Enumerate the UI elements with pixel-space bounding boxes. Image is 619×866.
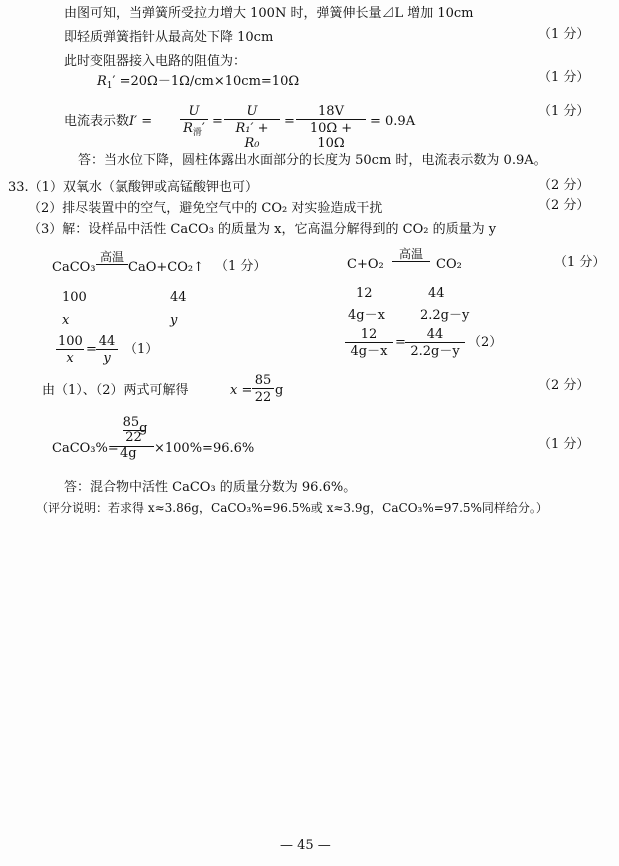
ratio1-left-num: 100 [58,334,83,349]
ratio2-tag: （2） [468,335,503,350]
answer-physics: 答：当水位下降，圆柱体露出水面部分的长度为 50cm 时，电流表示数为 0.9A。 [78,153,547,168]
pct-inner-den: 22 [123,430,145,445]
ratio1-right [96,334,118,366]
reaction1-left: CaCO₃ [52,260,96,275]
fraction-3 [296,104,366,151]
fraction-1 [180,104,208,141]
reaction2-right: CO₂ [436,257,462,272]
pct-inner-num: 85 [122,415,140,430]
reaction1-condition [96,251,128,265]
ratio2-right-den: 2.2g－y [405,342,465,359]
ratio1-right-den: y [96,349,118,366]
pct-inner-fraction [123,416,148,445]
frac3-numerator: 18V [318,104,344,119]
ratio2-left [345,327,393,359]
answer-chemistry: 答：混合物中活性 CaCO₃ 的质量分数为 96.6%。 [64,480,357,495]
points-label: （1 分） [538,437,590,452]
reaction2-condition [392,248,430,262]
solve-text: 由（1）、（2）两式可解得 [42,383,189,398]
equals-sign: = [212,114,223,129]
text-line-3: 此时变阻器接入电路的阻值为： [64,54,247,69]
equals-sign: = [395,335,406,350]
frac1-numerator: U [188,104,200,119]
x-frac-num: 85 [254,373,272,388]
pct-inner-unit: g [139,421,148,436]
reaction2-cond-text: 高温 [398,247,423,261]
frac2-denominator: R₁′ + R₀ [224,119,280,151]
points-label: （1 分） [538,70,590,85]
current-label-text: 电流表示数 [64,114,130,129]
reaction2-var2: 2.2g－y [420,308,470,323]
reaction1-mass1: 100 [62,290,87,305]
reaction1-cond-text: 高温 [99,250,124,264]
frac1-denominator: $R_滑'$ [180,119,208,141]
page-number: — 45 — [280,838,331,853]
reaction1-right: CaO+CO₂↑ [128,260,204,275]
points-label: （2 分） [538,178,590,193]
reaction2-left: C+O₂ [347,257,384,272]
x-label: x = [230,383,253,398]
ratio2-left-num: 12 [360,327,378,342]
fraction-2 [224,104,280,151]
x-fraction [252,373,274,405]
ratio1-left-den: x [56,349,84,366]
reaction1-points: （1 分） [215,259,267,274]
ratio2-right [405,327,465,359]
frac2-numerator: U [246,104,258,119]
reaction2-points: （1 分） [554,255,606,270]
reaction2-var1: 4g－x [348,308,385,323]
points-label: （2 分） [538,198,590,213]
current-symbol: I′ = [129,114,153,129]
reaction1-var2: y [170,313,178,328]
frac1-den-text: R [183,121,193,136]
text-line-2: 即轻质弹簧指针从最高处下降 10cm [64,30,274,45]
q33-part3: （3）解：设样品中活性 CaCO₃ 的质量为 x，它高温分解得到的 CO₂ 的质量为 y [28,222,497,237]
ratio2-left-den: 4g－x [345,342,393,359]
equals-sign: = [284,114,295,129]
ratio2-right-num: 44 [426,327,444,342]
points-label: （2 分） [538,378,590,393]
reaction2-mass2: 44 [428,286,445,301]
q33-part1: 33.（1）双氧水（氯酸钾或高锰酸钾也可） [8,180,258,195]
resistance-formula: $R_1' =20\Omega-1\Omega/cm\times 10cm=10\Omega$ [97,74,300,91]
reaction2-mass1: 12 [356,286,373,301]
current-result: = 0.9A [370,114,416,129]
pct-fraction [116,416,154,461]
frac3-denominator: 10Ω + 10Ω [296,119,366,151]
pct-result: ×100%=96.6% [154,441,255,456]
reaction1-var1: x [62,313,70,328]
current-label [64,114,152,130]
ratio1-left [56,334,84,366]
x-unit: g [275,383,284,398]
equals-sign: = [86,342,97,357]
ratio1-right-num: 44 [98,334,116,349]
pct-label: CaCO₃%= [52,441,119,456]
pct-denominator: 4g [116,446,154,461]
scoring-note: （评分说明：若求得 x≈3.86g，CaCO₃%=96.5%或 x≈3.9g，CaCO₃%=97.5%同样给分。） [36,501,548,515]
q33-part2: （2）排尽装置中的空气，避免空气中的 CO₂ 对实验造成干扰 [28,201,383,216]
text-line-1: 由图可知，当弹簧所受拉力增大 100N 时，弹簧伸长量⊿L 增加 10cm [64,6,474,21]
ratio1-tag: （1） [124,342,159,357]
points-label: （1 分） [538,104,590,119]
points-label: （1 分） [538,27,590,42]
reaction1-mass2: 44 [170,290,187,305]
r1-symbol: R [97,74,107,89]
x-frac-den: 22 [252,388,274,405]
resistance-expression: ′ =20Ω－1Ω/cm×10cm=10Ω [112,74,300,89]
